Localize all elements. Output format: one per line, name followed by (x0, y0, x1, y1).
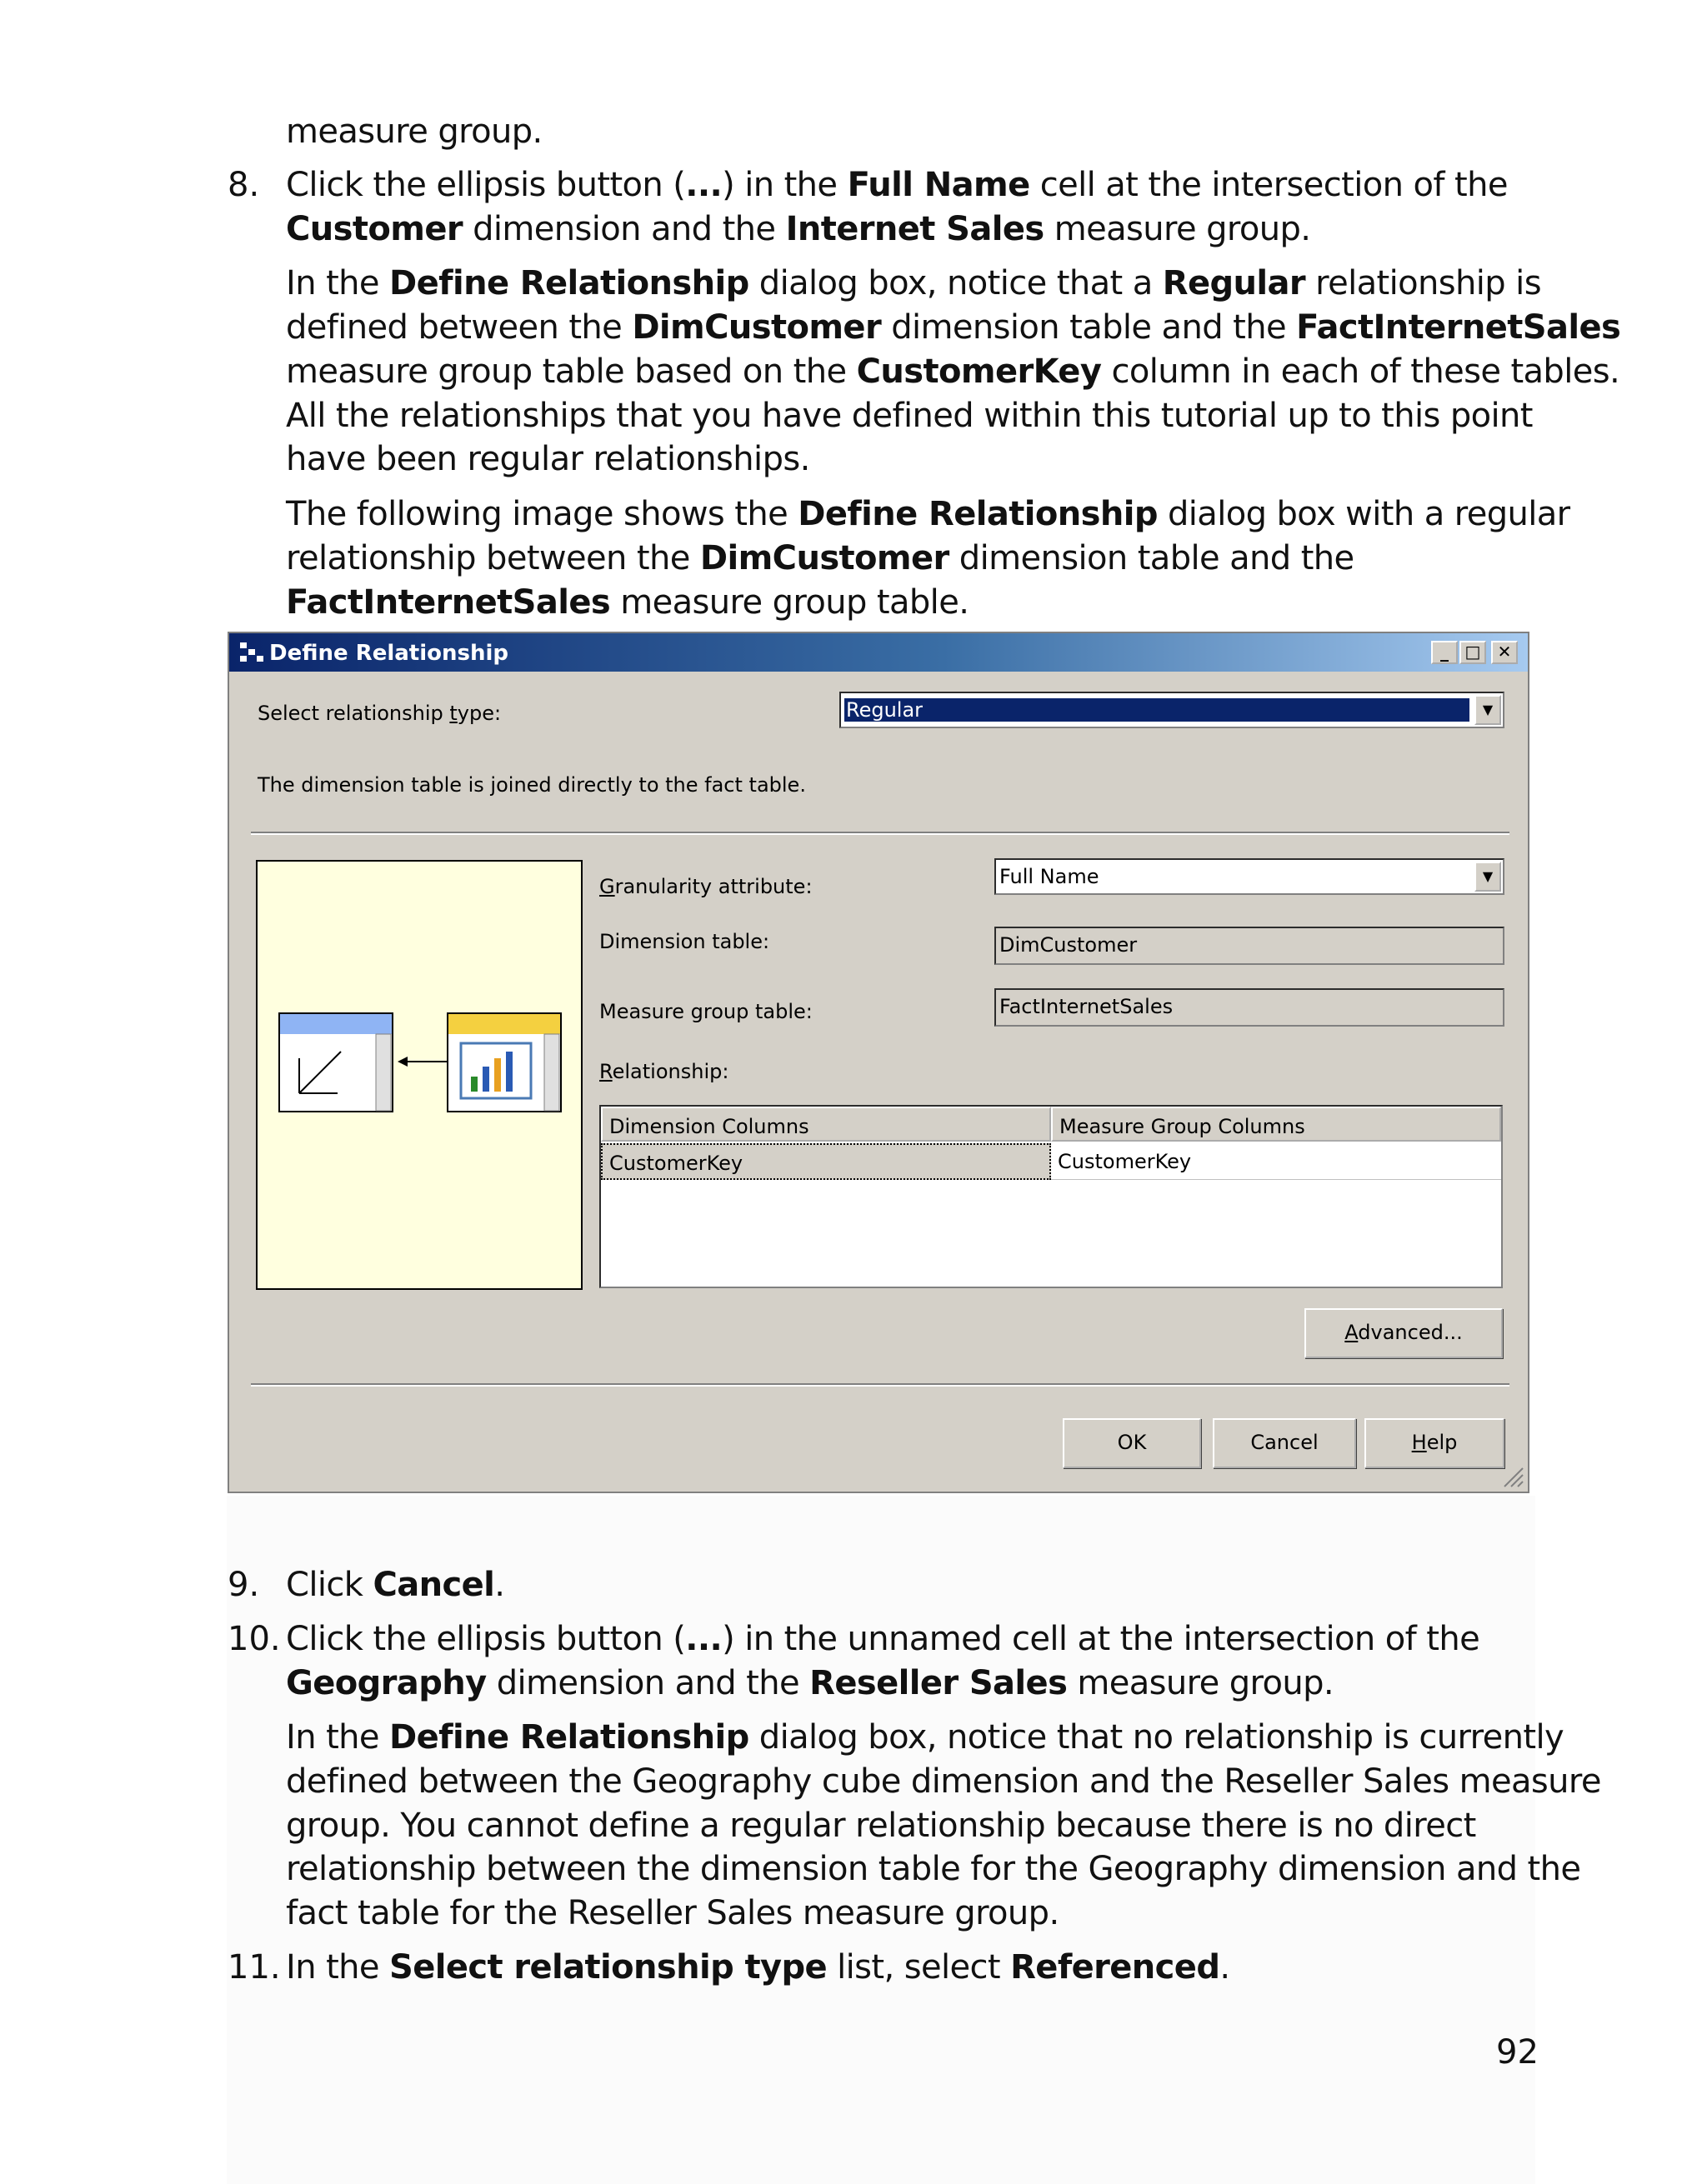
para-1-line-2: defined between the DimCustomer dimension table and the FactInternetSales (286, 308, 1621, 347)
grid-header-measure-group-columns[interactable]: Measure Group Columns (1051, 1107, 1501, 1142)
define-relationship-dialog (228, 632, 1529, 1493)
cancel-button[interactable]: Cancel (1213, 1418, 1356, 1468)
advanced-button[interactable]: Advanced... (1304, 1308, 1503, 1358)
para-3-line-3: group. You cannot define a regular relationship because there is no direct (286, 1807, 1476, 1845)
para-2-line-1: The following image shows the Define Relationship dialog box with a regular (286, 495, 1570, 533)
relationship-type-value: Regular (844, 698, 1469, 722)
para-2-line-2: relationship between the DimCustomer dimension table and the (286, 539, 1354, 577)
grid-cell-measure-group-column[interactable]: CustomerKey (1051, 1143, 1501, 1180)
page-number: 92 (1496, 2033, 1539, 2072)
para-2-line-3: FactInternetSales measure group table. (286, 583, 969, 622)
text-line: measure group. (286, 112, 543, 151)
step-number: 9. (228, 1566, 260, 1604)
relationship-diagram (256, 860, 583, 1290)
relationship-type-label: Select relationship type: (258, 702, 502, 725)
dimension-table-value: DimCustomer (999, 933, 1138, 957)
dimension-table-field (994, 927, 1504, 965)
step-11: In the Select relationship type list, select Referenced. (286, 1948, 1230, 1987)
para-3-line-1: In the Define Relationship dialog box, notice that no relationship is currently (286, 1718, 1564, 1757)
para-1-line-3: measure group table based on the CustomerKey column in each of these tables. (286, 352, 1620, 391)
step-number: 8. (228, 166, 260, 204)
para-3-line-4: relationship between the dimension table for the Geography dimension and the (286, 1850, 1581, 1888)
para-3-line-5: fact table for the Reseller Sales measure group. (286, 1894, 1059, 1932)
minimize-button[interactable]: _ (1431, 641, 1458, 664)
diagram-graphic (258, 862, 581, 1288)
grid-header-dimension-columns[interactable]: Dimension Columns (601, 1107, 1051, 1142)
chevron-down-icon[interactable]: ▼ (1474, 862, 1501, 892)
granularity-value: Full Name (999, 865, 1099, 888)
step-8-line-2: Customer dimension and the Internet Sales measure group. (286, 210, 1311, 248)
step-10-line-2: Geography dimension and the Reseller Sales measure group. (286, 1664, 1334, 1702)
resize-grip-icon[interactable] (1499, 1463, 1524, 1488)
separator (251, 832, 1509, 835)
relationship-label: Relationship: (599, 1060, 729, 1083)
para-1-line-5: have been regular relationships. (286, 440, 810, 478)
help-button[interactable]: Help (1364, 1418, 1504, 1468)
step-9: Click Cancel. (286, 1566, 505, 1604)
dialog-title-bar[interactable] (229, 633, 1528, 672)
dialog-title: Define Relationship (269, 641, 509, 666)
para-1-line-1: In the Define Relationship dialog box, notice that a Regular relationship is (286, 264, 1541, 302)
ok-button[interactable]: OK (1063, 1418, 1201, 1468)
grid-cell-dimension-column[interactable]: CustomerKey (601, 1143, 1051, 1180)
maximize-button[interactable]: □ (1459, 641, 1486, 664)
para-3-line-2: defined between the Geography cube dimension and the Reseller Sales measure (286, 1762, 1601, 1801)
step-number: 11. (228, 1948, 281, 1987)
close-button[interactable]: ✕ (1491, 641, 1518, 664)
relationship-app-icon (239, 642, 264, 663)
relationship-description: The dimension table is joined directly to the fact table. (258, 773, 806, 797)
measure-group-table-field (994, 988, 1504, 1027)
step-8-line-1: Click the ellipsis button (...) in the Full Name cell at the intersection of the (286, 166, 1508, 204)
step-number: 10. (228, 1620, 281, 1658)
para-1-line-4: All the relationships that you have defined within this tutorial up to this point (286, 397, 1533, 435)
relationship-grid[interactable] (599, 1105, 1503, 1288)
dimension-table-label: Dimension table: (599, 930, 770, 953)
step-10-line-1: Click the ellipsis button (...) in the unnamed cell at the intersection of the (286, 1620, 1480, 1658)
granularity-select[interactable] (994, 858, 1504, 895)
relationship-type-select[interactable] (839, 692, 1504, 728)
granularity-label: Granularity attribute: (599, 875, 813, 898)
measure-group-table-value: FactInternetSales (999, 995, 1174, 1018)
chevron-down-icon[interactable]: ▼ (1474, 695, 1501, 725)
measure-group-table-label: Measure group table: (599, 1000, 813, 1023)
separator (251, 1383, 1509, 1387)
